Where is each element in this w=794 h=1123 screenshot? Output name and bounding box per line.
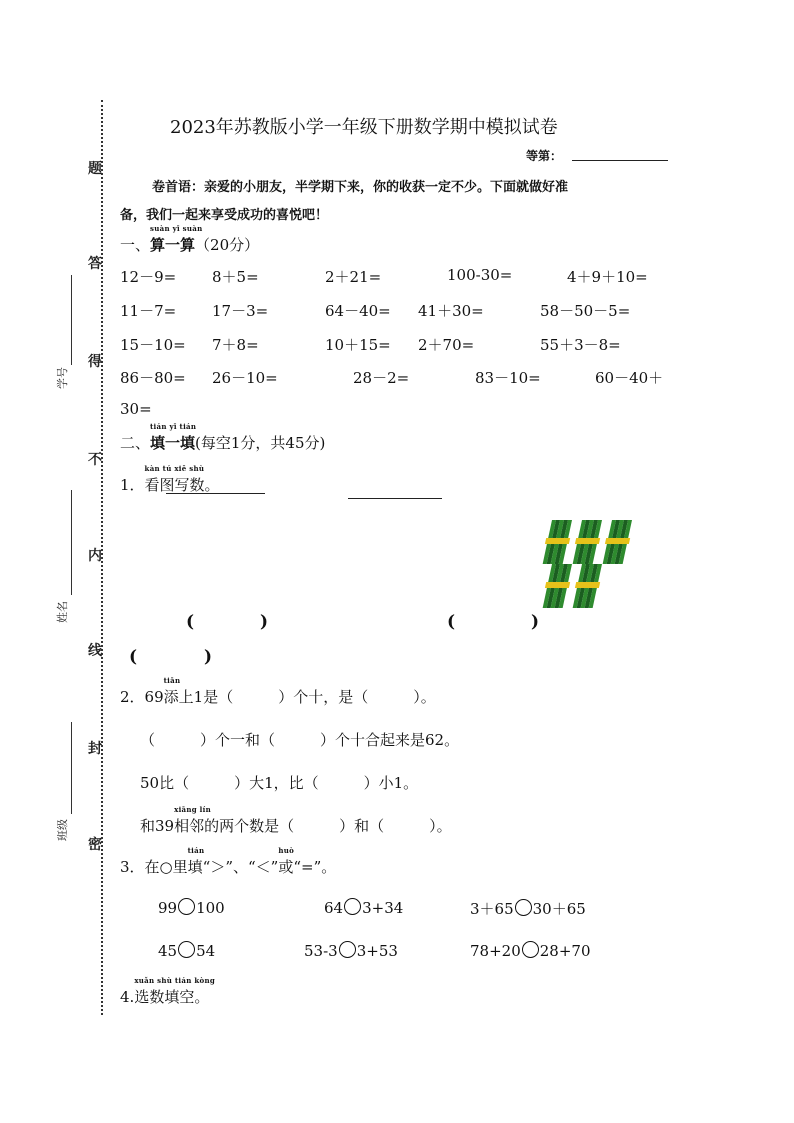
q3-heading bbox=[120, 846, 337, 877]
calc-item: 41＋30= bbox=[418, 302, 484, 320]
intro-line-1: 卷首语：亲爱的小朋友，半学期下来，你的收获一定不少。下面就做好准 bbox=[152, 180, 569, 195]
q2-line-4-start: 和39 bbox=[140, 817, 175, 835]
calc-item-wrap: 30= bbox=[120, 400, 152, 418]
q3-pinyin: tián bbox=[187, 846, 205, 855]
compare-circle[interactable] bbox=[522, 941, 539, 958]
q1-answer-paren-open: ( bbox=[129, 647, 138, 667]
margin-char: 封 bbox=[88, 741, 102, 757]
q1-answer-paren-close: ) bbox=[260, 612, 269, 632]
compare-circle[interactable] bbox=[515, 899, 532, 916]
q3-word: 或 bbox=[278, 858, 294, 876]
q1-pinyin: kàn tú xiě shù bbox=[144, 464, 205, 473]
calc-item: 11－7= bbox=[120, 302, 177, 320]
calc-item: 15－10= bbox=[120, 336, 186, 354]
calc-item: 64－40= bbox=[325, 302, 391, 320]
section-1-prefix: 一、 bbox=[120, 236, 151, 254]
compare-item[interactable]: 64 3+34 bbox=[324, 899, 404, 917]
section-1-score: （20分） bbox=[195, 236, 260, 254]
compare-item[interactable]: 45 54 bbox=[158, 942, 216, 960]
margin-char: 内 bbox=[88, 548, 102, 564]
q3-text: “=”。 bbox=[293, 858, 337, 876]
compare-item[interactable]: 99 100 bbox=[158, 899, 225, 917]
section-2-score: (每空1分，共45分) bbox=[195, 434, 326, 452]
calc-item: 8＋5= bbox=[212, 268, 259, 286]
page-title: 2023年苏教版小学一年级下册数学期中模拟试卷 bbox=[170, 117, 558, 138]
grade-label: 等第： bbox=[526, 149, 563, 163]
q1-number: 1． bbox=[120, 476, 145, 494]
margin-char: 线 bbox=[88, 643, 102, 659]
q2-line-4-rest: 的两个数是（ ）和（ ）。 bbox=[204, 817, 452, 835]
q2-pinyin: tiān bbox=[163, 676, 181, 685]
section-1-title: 算一算 bbox=[150, 236, 196, 254]
class-label: 班级 bbox=[56, 819, 69, 841]
q1-answer-paren-open: ( bbox=[186, 612, 195, 632]
q2-word: 相邻 bbox=[174, 817, 205, 835]
stick-bundle bbox=[601, 520, 634, 564]
q4-heading bbox=[120, 976, 216, 1007]
calc-item: 17－3= bbox=[212, 302, 269, 320]
q3-word: 填 bbox=[187, 858, 203, 876]
q2-word: 添 bbox=[163, 688, 179, 706]
name-line[interactable] bbox=[71, 490, 72, 595]
student-number-label: 学号 bbox=[56, 367, 69, 389]
margin-char: 答 bbox=[88, 256, 102, 272]
compare-circle[interactable] bbox=[344, 898, 361, 915]
q3-text: 在○里 bbox=[144, 858, 188, 876]
name-label: 姓名 bbox=[56, 601, 69, 623]
calc-item: 83－10= bbox=[475, 369, 541, 387]
calc-item: 7＋8= bbox=[212, 336, 259, 354]
q2-line-3: 50比（ ）大1，比（ ）小1。 bbox=[140, 774, 419, 792]
calc-item: 28－2= bbox=[353, 369, 410, 387]
q2-line-4 bbox=[140, 805, 452, 836]
calc-item: 26－10= bbox=[212, 369, 278, 387]
calc-item: 55＋3－8= bbox=[540, 336, 621, 354]
q1-answer-paren-close: ) bbox=[531, 612, 540, 632]
margin-char: 不 bbox=[88, 452, 102, 468]
compare-circle[interactable] bbox=[339, 941, 356, 958]
stick-bundle bbox=[571, 564, 604, 608]
q2-pinyin: xiāng lín bbox=[174, 805, 211, 814]
student-number-line[interactable] bbox=[71, 275, 72, 365]
calc-item: 10＋15= bbox=[325, 336, 391, 354]
section-2-heading bbox=[120, 422, 326, 453]
q3-number: 3． bbox=[120, 858, 145, 876]
section-2-pinyin: tián yī tián bbox=[150, 422, 197, 431]
q1-underline bbox=[348, 498, 442, 499]
stick-bundle bbox=[571, 520, 604, 564]
q2-line-2: （ ）个一和（ ）个十合起来是62。 bbox=[140, 731, 460, 749]
calc-item: 4＋9＋10= bbox=[567, 268, 648, 286]
stick-bundles-image bbox=[538, 516, 642, 616]
q1-text: 看图写数。 bbox=[144, 476, 220, 494]
compare-circle[interactable] bbox=[178, 941, 195, 958]
q1-underline bbox=[166, 493, 265, 494]
calc-item: 60－40＋ bbox=[595, 369, 664, 387]
stick-bundle bbox=[541, 564, 574, 608]
grade-blank[interactable] bbox=[572, 160, 668, 161]
margin-char: 密 bbox=[88, 837, 102, 853]
calc-item: 58－50－5= bbox=[540, 302, 631, 320]
calc-item: 100-30= bbox=[447, 266, 513, 284]
stick-bundle bbox=[541, 520, 574, 564]
calc-item: 2＋70= bbox=[418, 336, 475, 354]
calc-item: 2＋21= bbox=[325, 268, 382, 286]
intro-line-2: 备，我们一起来享受成功的喜悦吧！ bbox=[120, 208, 329, 223]
q2-number-69: 69 bbox=[144, 688, 164, 706]
q4-pinyin: xuǎn shù tián kòng bbox=[134, 976, 216, 985]
q2-number: 2． bbox=[120, 688, 145, 706]
section-2-title: 填一填 bbox=[150, 434, 196, 452]
q3-text: “＞”、“＜” bbox=[202, 858, 279, 876]
q2-line-1-rest: 上1是（ ）个十，是（ ）。 bbox=[178, 688, 436, 706]
compare-item[interactable]: 3＋65 30＋65 bbox=[470, 900, 586, 918]
q1-answer-paren-close: ) bbox=[204, 647, 213, 667]
compare-item[interactable]: 78+20 28+70 bbox=[470, 942, 591, 960]
margin-char: 题 bbox=[88, 161, 102, 177]
q4-text: 选数填空。 bbox=[134, 988, 210, 1006]
compare-item[interactable]: 53-3 3+53 bbox=[304, 942, 398, 960]
calc-item: 12－9= bbox=[120, 268, 177, 286]
section-2-prefix: 二、 bbox=[120, 434, 151, 452]
section-1-pinyin: suàn yī suàn bbox=[150, 224, 203, 233]
q1 bbox=[120, 464, 220, 495]
q3-pinyin: huò bbox=[278, 846, 295, 855]
calc-item: 86－80= bbox=[120, 369, 186, 387]
compare-circle[interactable] bbox=[178, 898, 195, 915]
q2-line-1 bbox=[120, 676, 436, 707]
q1-answer-paren-open: ( bbox=[447, 612, 456, 632]
q4-number: 4. bbox=[120, 988, 135, 1006]
margin-char: 得 bbox=[88, 354, 102, 370]
section-1-heading bbox=[120, 224, 260, 255]
class-line[interactable] bbox=[71, 722, 72, 814]
